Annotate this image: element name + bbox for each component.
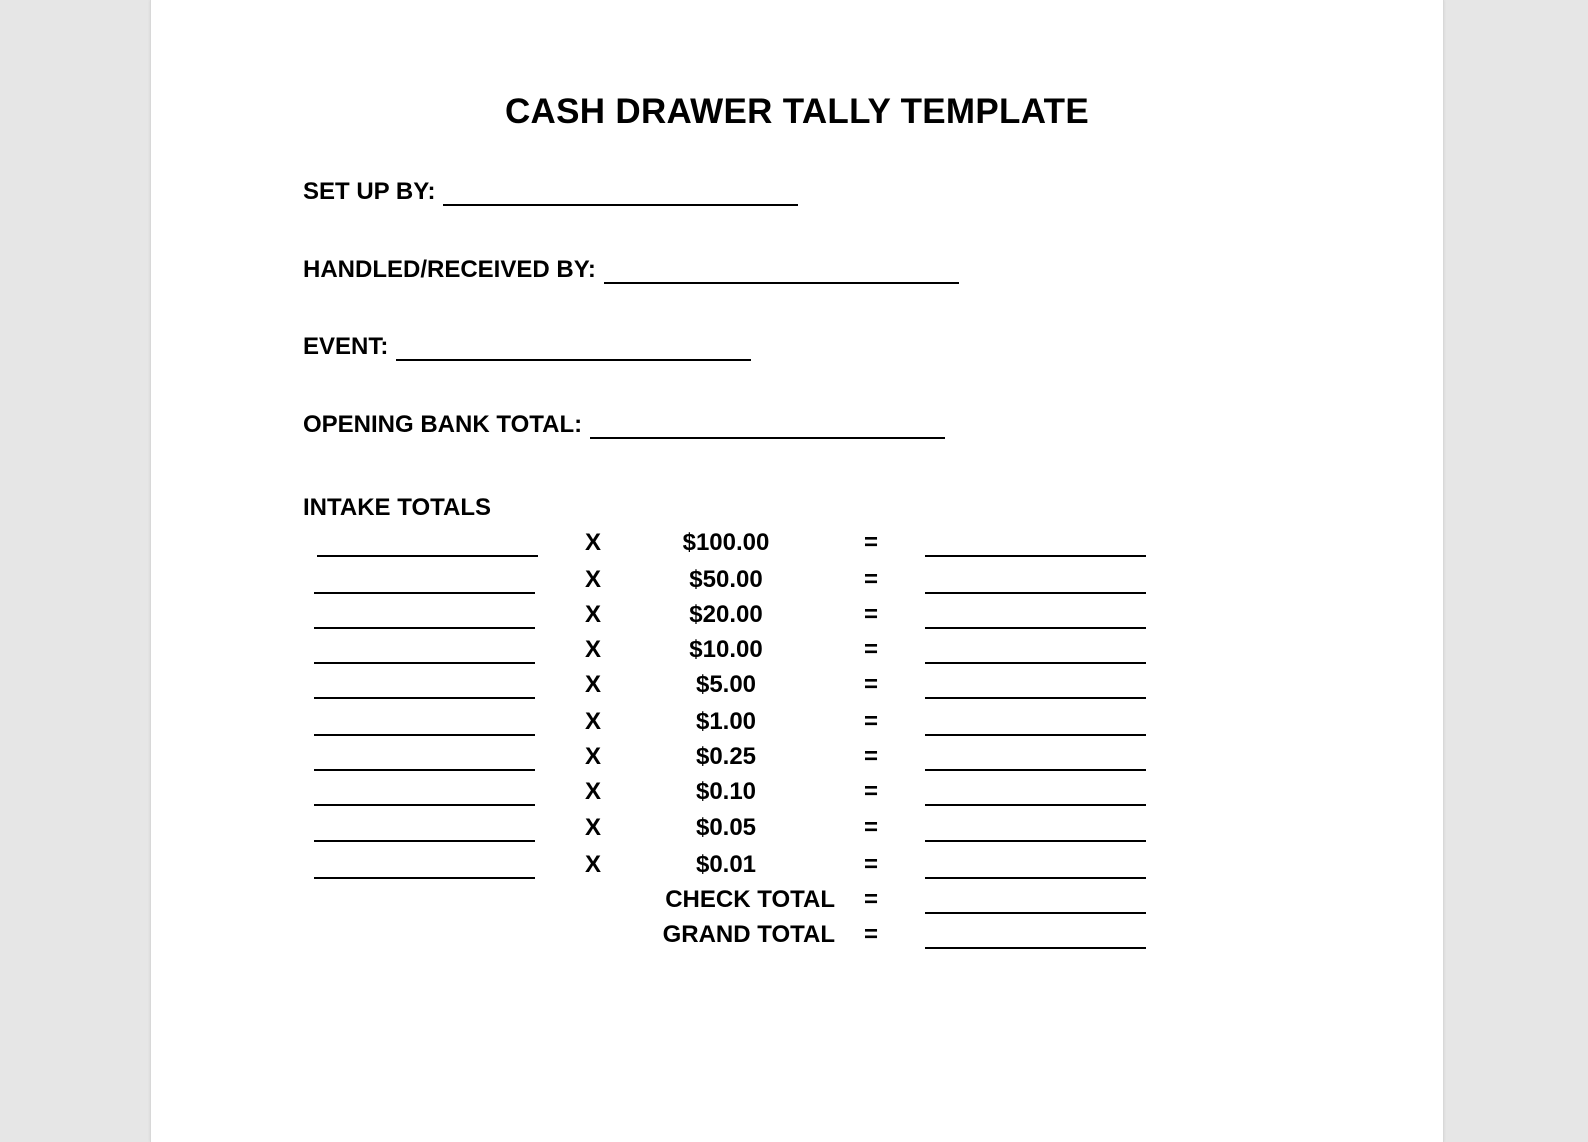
amount-blank-line[interactable] <box>925 804 1146 806</box>
quantity-blank-line[interactable] <box>317 555 538 557</box>
multiply-symbol: X <box>584 743 601 770</box>
handled-received-by-field <box>303 256 959 284</box>
equals-symbol: = <box>863 851 878 878</box>
check-total-label: CHECK TOTAL <box>665 886 835 913</box>
quantity-blank-line[interactable] <box>314 877 535 879</box>
amount-blank-line[interactable] <box>925 555 1146 557</box>
amount-blank-line[interactable] <box>925 877 1146 879</box>
quantity-blank-line[interactable] <box>314 734 535 736</box>
equals-symbol: = <box>863 886 878 913</box>
denomination-label: $20.00 <box>689 601 763 628</box>
set-up-by-label: SET UP BY: <box>303 178 436 205</box>
tally-row <box>151 741 1443 775</box>
amount-blank-line[interactable] <box>925 592 1146 594</box>
denomination-label: $0.10 <box>695 778 757 805</box>
check-total-row <box>151 884 1443 918</box>
amount-blank-line[interactable] <box>925 627 1146 629</box>
quantity-blank-line[interactable] <box>314 840 535 842</box>
quantity-blank-line[interactable] <box>314 804 535 806</box>
event-label: EVENT: <box>303 333 389 360</box>
tally-row <box>151 849 1443 883</box>
denomination-label: $0.05 <box>695 814 757 841</box>
amount-blank-line[interactable] <box>925 769 1146 771</box>
set-up-by-field <box>303 178 798 206</box>
equals-symbol: = <box>863 636 878 663</box>
quantity-blank-line[interactable] <box>314 697 535 699</box>
amount-blank-line[interactable] <box>925 840 1146 842</box>
tally-row <box>151 634 1443 668</box>
event-blank-line[interactable] <box>396 337 751 361</box>
grand-total-blank-line[interactable] <box>925 947 1146 949</box>
quantity-blank-line[interactable] <box>314 769 535 771</box>
equals-symbol: = <box>863 708 878 735</box>
denomination-label: $5.00 <box>695 671 757 698</box>
equals-symbol: = <box>863 566 878 593</box>
equals-symbol: = <box>863 671 878 698</box>
tally-row <box>151 599 1443 633</box>
amount-blank-line[interactable] <box>925 662 1146 664</box>
handled-received-by-blank-line[interactable] <box>604 260 959 284</box>
equals-symbol: = <box>863 814 878 841</box>
document-title: CASH DRAWER TALLY TEMPLATE <box>504 92 1090 131</box>
set-up-by-blank-line[interactable] <box>443 182 798 206</box>
opening-bank-total-label: OPENING BANK TOTAL: <box>303 411 583 438</box>
quantity-blank-line[interactable] <box>314 592 535 594</box>
intake-totals-heading: INTAKE TOTALS <box>303 494 491 521</box>
document-page <box>150 0 1444 1142</box>
equals-symbol: = <box>863 743 878 770</box>
equals-symbol: = <box>863 529 878 556</box>
grand-total-row <box>151 919 1443 953</box>
multiply-symbol: X <box>584 566 601 593</box>
handled-received-by-label: HANDLED/RECEIVED BY: <box>303 256 596 283</box>
grand-total-label: GRAND TOTAL <box>662 921 835 948</box>
multiply-symbol: X <box>584 708 601 735</box>
quantity-blank-line[interactable] <box>314 662 535 664</box>
multiply-symbol: X <box>584 529 601 556</box>
equals-symbol: = <box>863 778 878 805</box>
equals-symbol: = <box>863 601 878 628</box>
opening-bank-total-blank-line[interactable] <box>590 415 945 439</box>
denomination-label: $1.00 <box>695 708 757 735</box>
tally-row <box>151 669 1443 703</box>
multiply-symbol: X <box>584 601 601 628</box>
amount-blank-line[interactable] <box>925 697 1146 699</box>
multiply-symbol: X <box>584 636 601 663</box>
denomination-label: $0.25 <box>695 743 757 770</box>
multiply-symbol: X <box>584 778 601 805</box>
denomination-label: $10.00 <box>689 636 763 663</box>
denomination-label: $0.01 <box>695 851 757 878</box>
tally-row <box>151 527 1443 561</box>
amount-blank-line[interactable] <box>925 734 1146 736</box>
equals-symbol: = <box>863 921 878 948</box>
event-field <box>303 333 751 361</box>
tally-row <box>151 706 1443 740</box>
tally-row <box>151 564 1443 598</box>
check-total-blank-line[interactable] <box>925 912 1146 914</box>
quantity-blank-line[interactable] <box>314 627 535 629</box>
denomination-label: $50.00 <box>689 566 763 593</box>
multiply-symbol: X <box>584 671 601 698</box>
tally-row <box>151 776 1443 810</box>
opening-bank-total-field <box>303 411 945 439</box>
denomination-label: $100.00 <box>682 529 770 556</box>
multiply-symbol: X <box>584 851 601 878</box>
multiply-symbol: X <box>584 814 601 841</box>
tally-row <box>151 812 1443 846</box>
